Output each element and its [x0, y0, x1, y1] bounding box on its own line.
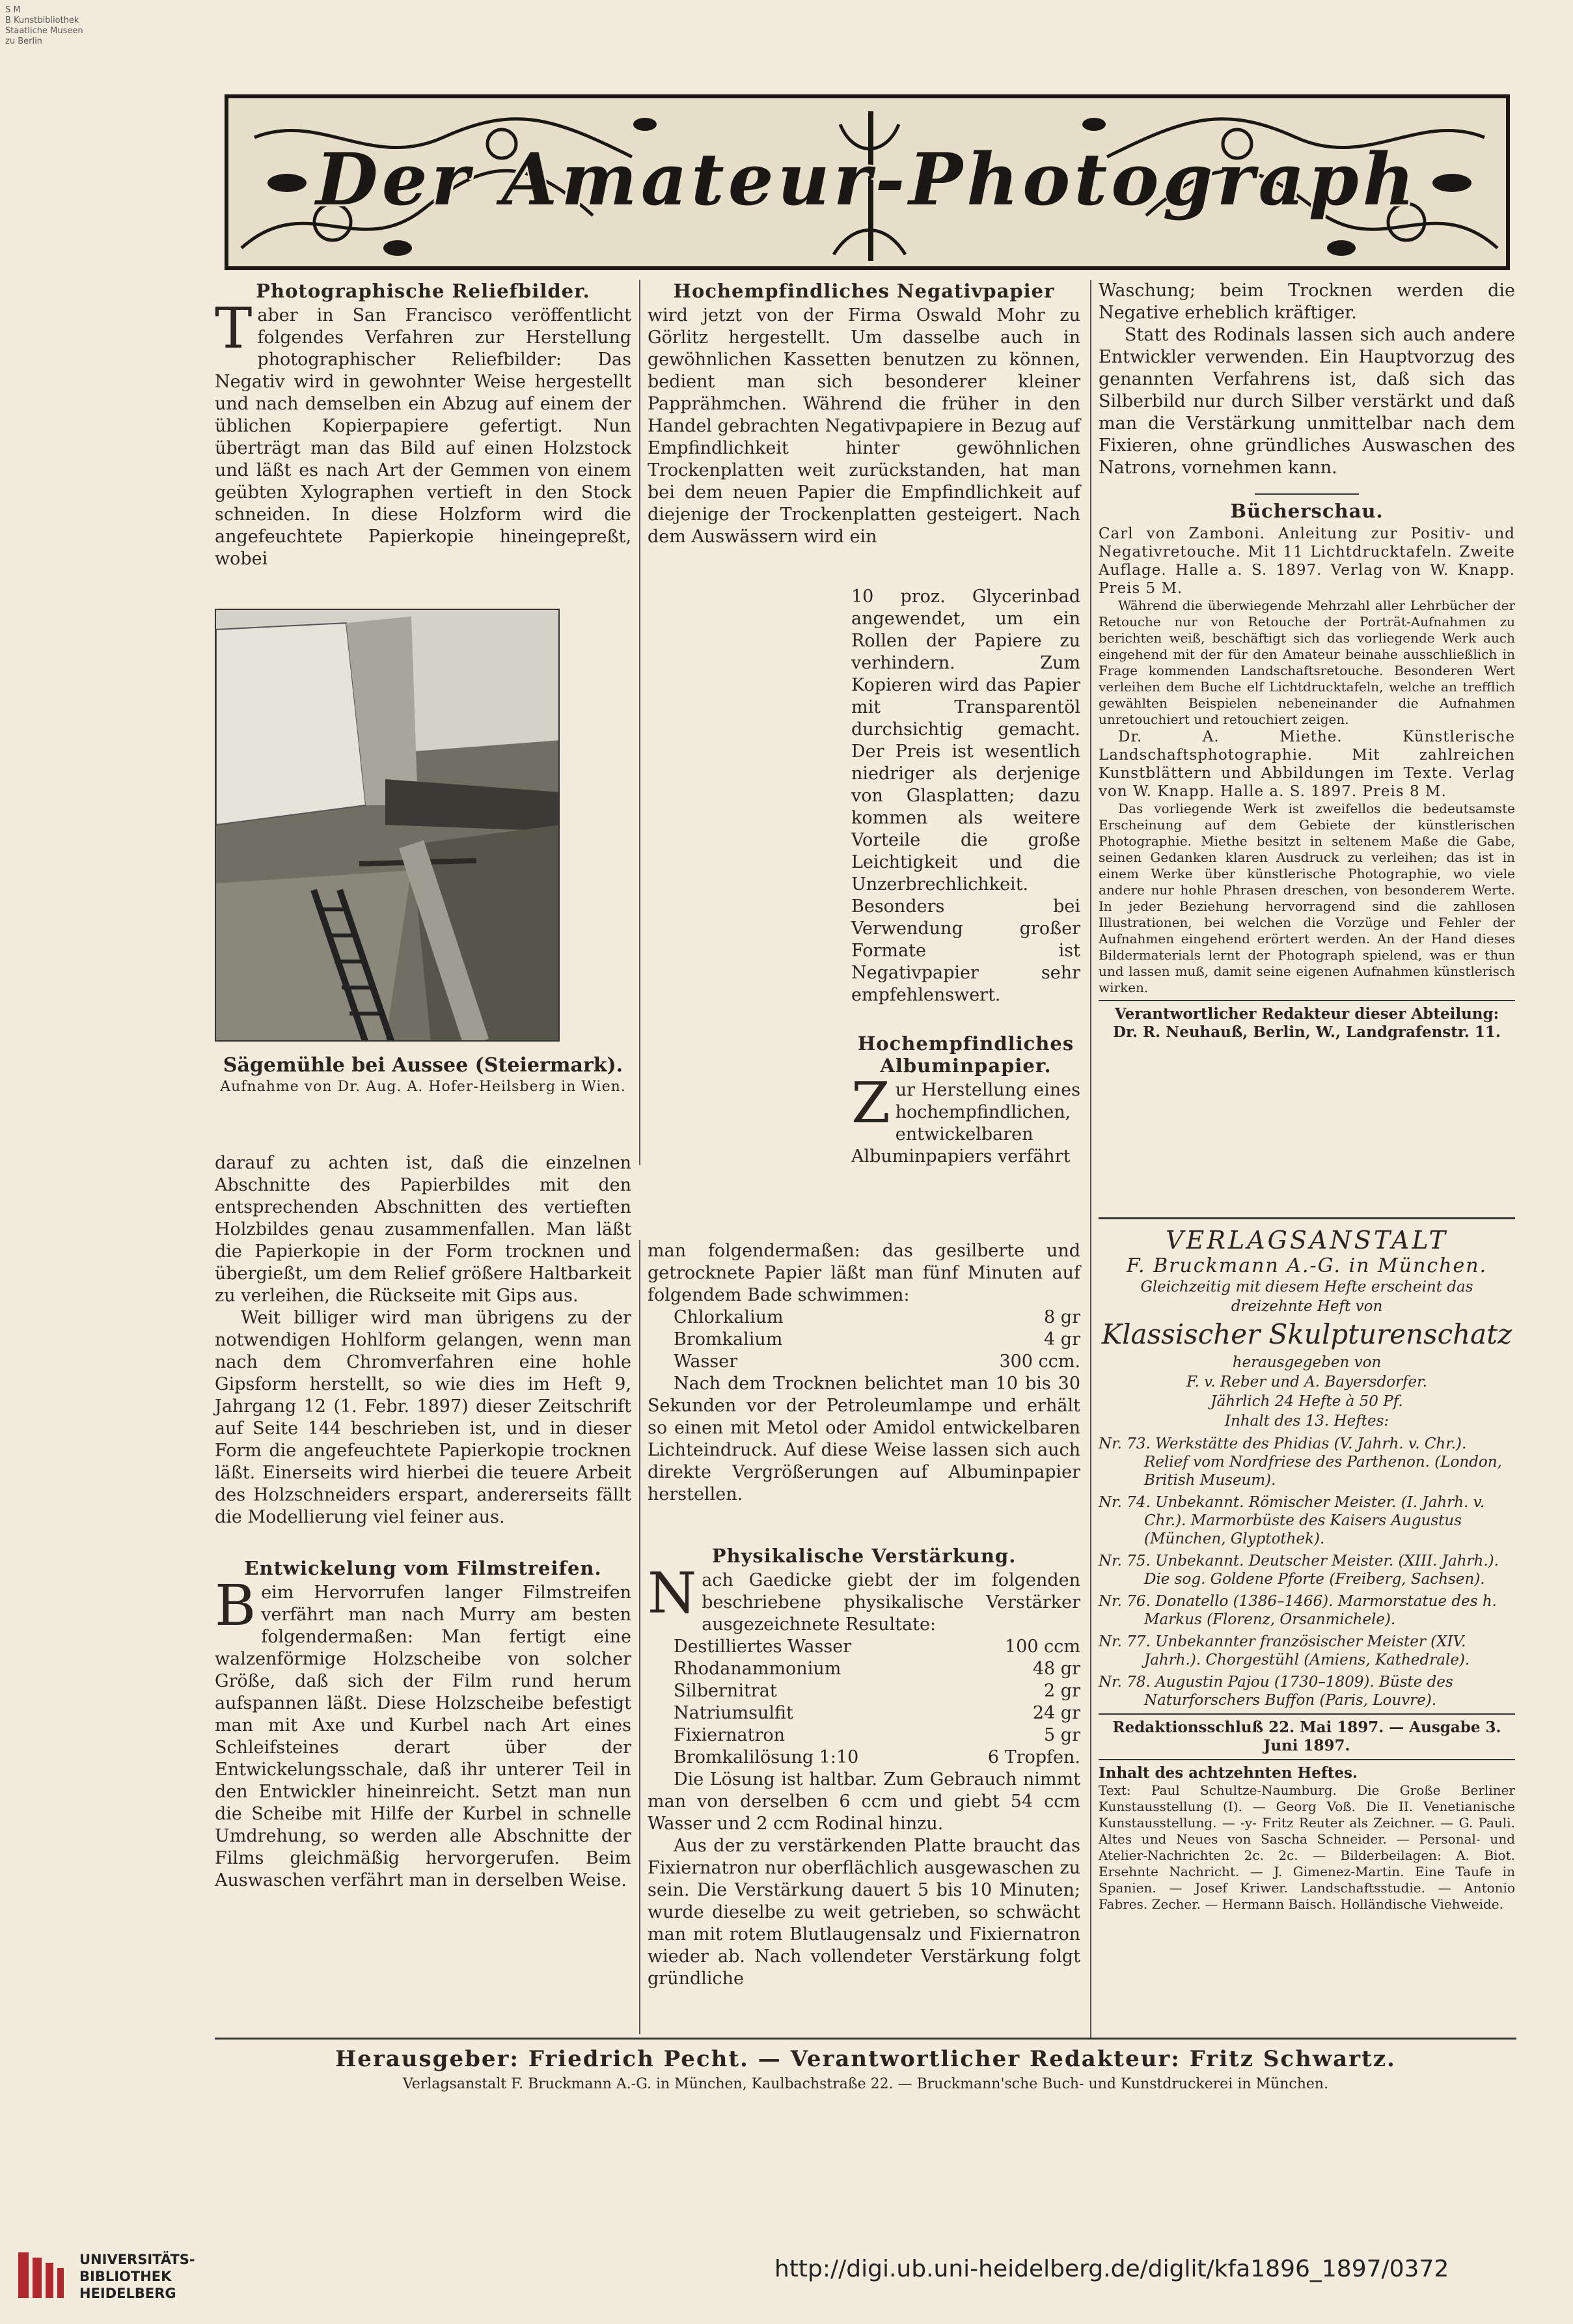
list-item: Nr. 77. Unbekannter französischer Meister (XIV. Jahrh.). Chorgestühl (Amiens, Kathedrale). — [1099, 1633, 1470, 1668]
book-entry-head: Carl von Zamboni. Anleitung zur Positiv- und Negativretouche. Mit 11 Lichtdrucktafeln. Zweite Auflage. Halle a. S. 1897. Verlag von W. Knapp. Preis 5 M. — [1099, 525, 1515, 597]
heading-verstaerkung: Physikalische Verstärkung. — [711, 1545, 1017, 1567]
ad-line: Gleichzeitig mit diesem Hefte erscheint das — [1140, 1279, 1473, 1295]
column-right — [1099, 280, 1515, 1042]
ad-publisher: VERLAGSANSTALT — [1166, 1226, 1448, 1254]
stamp-line: B Kunstbibliothek — [5, 16, 79, 25]
dropcap: B — [215, 1573, 256, 1639]
library-name-line: HEIDELBERG — [79, 2286, 176, 2301]
ingredient: Silbernitrat — [674, 1681, 777, 1701]
heading-negativpapier: Hochempfindliches Negativpapier — [673, 280, 1055, 302]
stamp-line: S M — [5, 5, 21, 15]
heading-albuminpapier: Hochempfindliches Albuminpapier. — [857, 1032, 1074, 1077]
paragraph: man folgendermaßen: das gesilberte und getrocknete Papier läßt man fünf Minuten auf folgendem Bade schwimmen: — [648, 1241, 1080, 1305]
ad-contents-list — [1099, 1435, 1515, 1709]
museum-stamp — [5, 5, 83, 47]
recipe-row — [648, 1307, 1080, 1329]
paragraph — [648, 1561, 1080, 1636]
ad-publisher-name: F. Bruckmann A.-G. in München. — [1126, 1254, 1488, 1277]
recipe-list — [648, 1636, 1080, 1769]
paragraph — [215, 1573, 631, 1892]
caption-title: Sägemühle bei Aussee (Steiermark). — [223, 1054, 623, 1077]
divider — [1099, 1713, 1515, 1715]
amount: 2 gr — [1044, 1681, 1080, 1701]
column-rule — [639, 280, 640, 1165]
divider — [1099, 1759, 1515, 1760]
caption-credit: Aufnahme von Dr. Aug. A. Hofer-Heilsberg in Wien. — [220, 1079, 626, 1095]
library-name — [79, 2251, 195, 2302]
paragraph: Statt des Rodinals lassen sich auch andere Entwickler verwenden. Ein Hauptvorzug des genannten Verfahrens ist, daß sich das Silberbild nur durch Silber verstärkt und daß man die Verstärkung unmittelbar nach dem Fixieren, ohne gründliches Auswaschen des Natrons, vornehmen kann. — [1099, 325, 1515, 478]
ad-line: herausgegeben von — [1232, 1354, 1382, 1371]
recipe-row — [648, 1724, 1080, 1747]
ingredient: Destilliertes Wasser — [674, 1637, 852, 1657]
masthead-title: Der Amateur-Photograph — [316, 137, 1419, 221]
ingredient: Chlorkalium — [674, 1307, 784, 1327]
list-item: Nr. 75. Unbekannt. Deutscher Meister. (XIII. Jahrh.). Die sog. Goldene Pforte (Freiberg, Sachsen). — [1099, 1553, 1499, 1588]
library-logo-icon — [12, 2246, 70, 2304]
text: eim Hervorrufen langer Filmstreifen verfährt man nach Murry am besten folgendermaßen: Man fertigt eine walzenförmige Holzscheibe von solcher Größe, daß sich der Film rund herum aufspannen läßt. Diese Holzscheibe befestigt man mit Axe und Kurbel nach Art eines Schleifsteines derart über der Entwickelungsschale, daß ihr unterer Teil in den Entwickler hineinreicht. Setzt man nun die Scheibe mit Hilfe der Kurbel in schnelle Umdrehung, so werden alle Abschnitte der Films gleichmäßig hervorgerufen. Beim Auswaschen verfährt man in derselben Weise. — [215, 1583, 631, 1890]
ad-title: Klassischer Skulpturenschatz — [1101, 1318, 1512, 1350]
divider — [1255, 493, 1359, 495]
contents-text: Text: Paul Schultze-Naumburg. Die Große Berliner Kunstausstellung (I). — Georg Voß. Die II. Venetianische Kunstausstellung. — -y- Fritz Reuter als Zeichner. — G. Pauli. Altes und Neues von Sascha Schneider. — Personal- und Atelier-Nachrichten 2c. 2c. — Bilderbeilagen: A. Biot. Ersehnte Nachricht. — J. Gimenez-Martin. Eine Taufe in Spanien. — Josef Kriwer. Landschaftsstudie. — Antonio Fabres. Zecher. — Hermann Baisch. Holländische Viehweide. — [1099, 1782, 1515, 1912]
magazine-page — [215, 85, 1516, 2092]
text: ur Herstellung eines hochempfindlichen, entwickelbaren Albuminpapiers verfährt — [851, 1080, 1080, 1167]
photo-caption — [215, 1053, 631, 1096]
sawmill-photo — [215, 609, 560, 1042]
library-name-line: BIBLIOTHEK — [79, 2269, 172, 2284]
divider — [1099, 1000, 1515, 1001]
footer-editors: Herausgeber: Friedrich Pecht. — Verantwortlicher Redakteur: Fritz Schwartz. — [335, 2046, 1396, 2072]
column-rule — [639, 1240, 640, 2034]
list-item: Nr. 76. Donatello (1386–1466). Marmorstatue des h. Markus (Florenz, Orsanmichele). — [1099, 1593, 1497, 1628]
editor-name: Dr. R. Neuhauß, Berlin, W., Landgrafenstr. 11. — [1113, 1023, 1501, 1041]
redaktion-dates: Redaktionsschluß 22. Mai 1897. — Ausgabe 3. Juni 1897. — [1112, 1719, 1501, 1754]
amount: 5 gr — [1044, 1725, 1080, 1745]
text: aber in San Francisco veröffentlicht folgendes Verfahren zur Herstellung photographischer Reliefbilder: Das Negativ wird in gewohnter Weise hergestellt und nach demselben ein Abzug auf einem der üblichen Kopierpapiere gefertigt. Nun überträgt man das Bild auf einen Holzstock und läßt es nach Art der Gemmen von einem geübten Xylographen vertieft in den Stock schneiden. In diese Holzform wird die angefeuchtete Papierkopie hineingepreßt, wobei — [215, 305, 631, 569]
amount: 48 gr — [1032, 1659, 1080, 1679]
paragraph — [851, 1071, 1080, 1168]
text: ach Gaedicke giebt der im folgenden beschriebene physikalische Verstärker ausgezeichnete Resultate: — [702, 1570, 1080, 1635]
ad-editors: F. v. Reber und A. Bayersdorfer. — [1186, 1374, 1427, 1390]
paragraph: Weit billiger wird man übrigens zu der notwendigen Hohlform gelangen, wenn man nach dem Chromverfahren eine hohle Gipsform herstellt, so wie dies im Heft 9, Jahrgang 12 (1. Febr. 1897) dieser Zeitschrift auf Seite 144 beschrieben ist, und in dieser Form die angefeuchtete Papierkopie trocknen läßt. Einerseits wird hierbei die teuere Arbeit des Holzschneiders erspart, andererseits fällt die Modellierung viel feiner aus. — [215, 1308, 631, 1527]
column-rule — [1090, 280, 1091, 2038]
library-name-line: UNIVERSITÄTS- — [79, 2252, 195, 2267]
paragraph: Die Lösung ist haltbar. Zum Gebrauch nimmt man von derselben 6 ccm und giebt 54 ccm Wasser und 2 ccm Rodinal hinzu. — [648, 1769, 1080, 1834]
article-albuminpapier — [648, 1240, 1080, 1990]
publisher-advertisement — [1099, 1217, 1515, 1913]
ingredient: Wasser — [674, 1351, 738, 1372]
amount: 100 ccm — [1005, 1637, 1080, 1657]
amount: 300 ccm. — [999, 1351, 1080, 1372]
photo-image — [216, 610, 560, 1042]
permalink-url[interactable]: http://digi.ub.uni-heidelberg.de/diglit/kfa1896_1897/0372 — [774, 2256, 1449, 2282]
editor-label: Verantwortlicher Redakteur dieser Abteilung: — [1114, 1005, 1499, 1023]
recipe-row — [648, 1747, 1080, 1769]
contents-heading: Inhalt des achtzehnten Heftes. — [1099, 1764, 1358, 1782]
dropcap: N — [648, 1561, 697, 1626]
ad-line: Jährlich 24 Hefte à 50 Pf. — [1211, 1393, 1403, 1410]
list-item: Nr. 73. Werkstätte des Phidias (V. Jahrh. v. Chr.). Relief vom Nordfriese des Parthenon. (London, British Museum). — [1099, 1435, 1502, 1489]
ingredient: Natriumsulfit — [674, 1703, 793, 1723]
heading-relief: Photographische Reliefbilder. — [256, 280, 590, 302]
ingredient: Rhodanammonium — [674, 1659, 841, 1679]
stamp-line: zu Berlin — [5, 36, 42, 46]
paragraph — [215, 296, 631, 570]
paragraph: 10 proz. Glycerinbad angewendet, um ein Rollen der Papiere zu verhindern. Zum Kopieren wird das Papier mit Transparentöl durchsichtig gemacht. Der Preis ist wesentlich niedriger als derjenige von Glasplatten; dazu kommen als weitere Vorteile die große Leichtigkeit und die Unzerbrechlichkeit. Besonders bei Verwendung großer Formate ist Negativpapier sehr empfehlenswert. — [851, 587, 1080, 1005]
paragraph: wird jetzt von der Firma Oswald Mohr zu Görlitz hergestellt. Um dasselbe auch in gewöhnlichen Kassetten benutzen zu können, bedient man sich besonderer kleiner Papprähmchen. Während die früher in den Handel gebrachten Negativpapiere in Bezug auf Empfindlichkeit hinter gewöhnlichen Trockenplatten weit zurückstanden, hat man bei dem neuen Papier die Empfindlichkeit auf diejenige der Trockenplatten gesteigert. Nach dem Auswässern wird ein — [648, 305, 1080, 547]
paragraph: Waschung; beim Trocknen werden die Negative erheblich kräftiger. — [1099, 281, 1515, 323]
article-negativpapier — [648, 280, 1080, 548]
recipe-list — [648, 1307, 1080, 1373]
recipe-row — [648, 1351, 1080, 1373]
ad-line: dreizehnte Heft von — [1231, 1298, 1383, 1315]
masthead — [225, 94, 1510, 270]
amount: 6 Tropfen. — [987, 1747, 1080, 1767]
recipe-row — [648, 1680, 1080, 1702]
book-review: Das vorliegende Werk ist zweifellos die bedeutsamste Erscheinung auf dem Gebiete der künstlerischen Photographie. Miethe besitzt in seltenem Maße die Gabe, seinen Gedanken klaren Ausdruck zu verleihen; das ist in einem Werke über künstlerische Photographie, wo viele andere nur hohle Phrasen dreschen, von besonderem Werte. In jeder Beziehung hervorragend sind die zahllosen Illustrationen, bei welchen die Vorzüge und Fehler der Aufnahmen eingehend erörtert werden. An der Hand dieses Bildermaterials lernt der Photograph spielend, was er thun und lassen muß, damit seine eigenen Aufnahmen künstlerisch wirken. — [1099, 801, 1515, 995]
article-negativpapier-wrap — [851, 586, 1080, 1168]
stamp-line: Staatliche Museen — [5, 26, 83, 36]
recipe-row — [648, 1658, 1080, 1680]
list-item: Nr. 74. Unbekannt. Römischer Meister. (I. Jahrh. v. Chr.). Marmorbüste des Kaisers Augustus (München, Glyptothek). — [1099, 1494, 1485, 1547]
paragraph: Nach dem Trocknen belichtet man 10 bis 30 Sekunden vor der Petroleumlampe und erhält so einen mit Metol oder Amidol entwickelbaren Lichteindruck. Auf diese Weise lassen sich auch direkte Vergrößerungen auf Albuminpapier herstellen. — [648, 1374, 1080, 1504]
article-relief-continued — [215, 1152, 631, 1892]
heading-film: Entwickelung vom Filmstreifen. — [244, 1557, 602, 1579]
book-entry-head: Dr. A. Miethe. Künstlerische Landschaftsphotographie. Mit zahlreichen Kunstblättern und Abbildungen im Texte. Verlag von W. Knapp. Halle a. S. 1897. Preis 8 M. — [1099, 728, 1515, 800]
amount: 8 gr — [1044, 1307, 1080, 1327]
ingredient: Fixiernatron — [674, 1725, 786, 1745]
recipe-row — [648, 1329, 1080, 1351]
amount: 24 gr — [1032, 1703, 1080, 1723]
ingredient: Bromkalium — [674, 1329, 783, 1349]
list-item: Nr. 78. Augustin Pajou (1730–1809). Büste des Naturforschers Buffon (Paris, Louvre). — [1099, 1674, 1453, 1709]
heading-buecherschau: Bücherschau. — [1230, 500, 1384, 522]
dropcap: Z — [851, 1071, 890, 1136]
page-footer — [215, 2038, 1516, 2092]
amount: 4 gr — [1044, 1329, 1080, 1349]
ad-line: Inhalt des 13. Heftes: — [1224, 1413, 1389, 1430]
paragraph: darauf zu achten ist, daß die einzelnen Abschnitte des Papierbildes mit den entsprechenden Abschnitten des vertieften Holzbildes genau zusammenfallen. Man läßt die Papierkopie in der Form trocknen und übergießt, um dem Relief größere Haltbarkeit zu verleihen, die Rückseite mit Gips aus. — [215, 1153, 631, 1306]
dropcap: T — [215, 296, 253, 361]
article-relief — [215, 280, 631, 570]
recipe-row — [648, 1702, 1080, 1724]
book-review: Während die überwiegende Mehrzahl aller Lehrbücher der Retouche nur von Retouche der Porträt-Aufnahmen zu berichten weiß, beschäftigt sich das vorliegende Werk auch eingehend mit der für den Amateur beinahe ausschließlich in Frage kommenden Landschaftsretouche. Besonderen Wert verleihen dem Buche elf Lichtdrucktafeln, welche an trefflich gewählten Beispielen nebeneinander die Aufnahmen unretouchiert und retouchiert zeigen. — [1099, 598, 1515, 727]
paragraph: Aus der zu verstärkenden Platte braucht das Fixiernatron nur oberflächlich ausgewaschen zu sein. Die Verstärkung dauert 5 bis 10 Minuten; wurde dieselbe zu weit getrieben, so schwächt man mit rotem Blutlaugensalz und Fixiernatron wieder ab. Nach vollendeter Verstärkung folgt gründliche — [648, 1836, 1080, 1989]
footer-publisher: Verlagsanstalt F. Bruckmann A.-G. in München, Kaulbachstraße 22. — Bruckmann'sche Buch- und Kunstdruckerei in München. — [402, 2076, 1329, 2092]
ingredient: Bromkalilösung 1:10 — [674, 1747, 859, 1767]
recipe-row — [648, 1636, 1080, 1658]
